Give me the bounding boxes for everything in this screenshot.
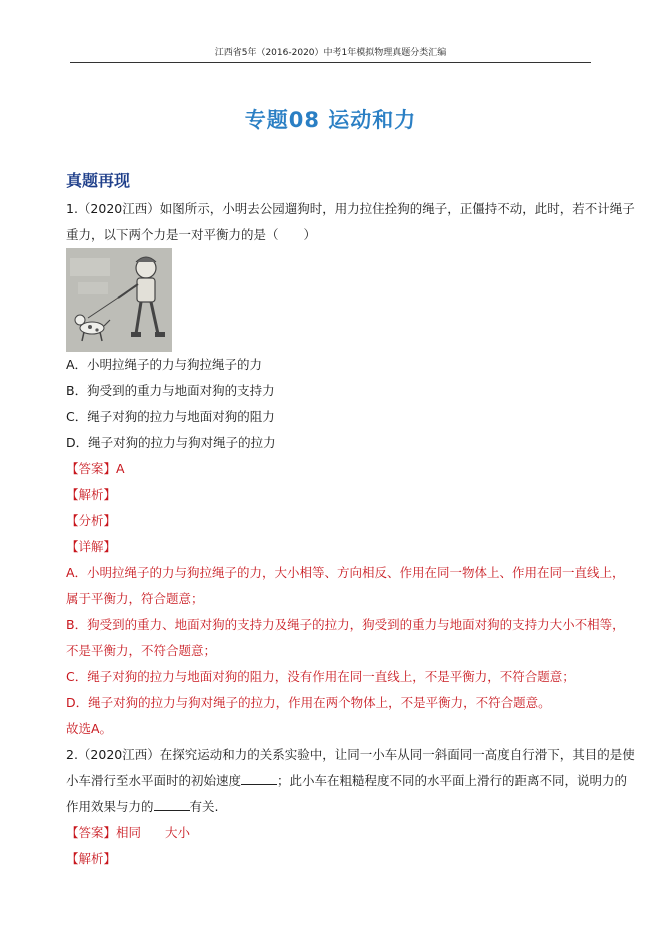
q2-analysis-label: 【解析】 [66, 851, 117, 866]
section-title: 真题再现 [66, 171, 131, 190]
q1-detail-line: 不是平衡力，不符合题意； [66, 643, 217, 658]
q1-option-c: C．绳子对狗的拉力与地面对狗的阻力 [66, 409, 275, 424]
page-header: 江西省5年（2016-2020）中考1年模拟物理真题分类汇编 [214, 48, 447, 58]
q2-line3-part-b: 有关. [189, 799, 219, 814]
q1-option-d: D．绳子对狗的拉力与狗对绳子的拉力 [66, 435, 276, 450]
q2-line2-part-b: ；此小车在粗糙程度不同的水平面上滑行的距离不同，说明力的 [277, 773, 628, 788]
q1-analyze-label: 【分析】 [66, 513, 117, 528]
page-title: 专题08 运动和力 [244, 108, 417, 132]
q2-line3-part-a: 作用效果与力的 [66, 799, 154, 814]
q2-stem-line2 [66, 772, 627, 790]
q1-answer [66, 460, 125, 478]
q1-conclusion: 故选A。 [66, 721, 113, 736]
q1-answer-label: 【答案】 [66, 461, 117, 476]
q2-answer [66, 824, 190, 842]
q2-stem-line3 [66, 798, 219, 816]
q1-option-b: B．狗受到的重力与地面对狗的支持力 [66, 383, 275, 398]
q1-stem-line1: 1.（2020江西）如图所示，小明去公园遛狗时，用力拉住拴狗的绳子，正僵持不动，此时，若不计绳子 [66, 201, 635, 216]
q1-stem-line2: 重力，以下两个力是一对平衡力的是（ ） [66, 227, 317, 242]
q2-blank-2 [154, 798, 190, 811]
q1-detail-label: 【详解】 [66, 539, 117, 554]
q2-line2-part-a: 小车滑行至水平面时的初始速度 [66, 773, 242, 788]
boy-walking-dog-illustration [66, 248, 172, 352]
q1-answer-value: A [116, 461, 125, 476]
q1-detail-line: A．小明拉绳子的力与狗拉绳子的力，大小相等、方向相反、作用在同一物体上、作用在同一直线上， [66, 565, 625, 580]
q1-detail-line: B．狗受到的重力、地面对狗的支持力及绳子的拉力，狗受到的重力与地面对狗的支持力大小不相等， [66, 617, 625, 632]
q2-stem-line1: 2.（2020江西）在探究运动和力的关系实验中，让同一小车从同一斜面同一高度自行滑下，其目的是使 [66, 747, 635, 762]
q2-answer-value-2: 大小 [165, 825, 191, 840]
q1-figure [66, 248, 172, 352]
q1-detail-line: C．绳子对狗的拉力与地面对狗的阻力，没有作用在同一直线上，不是平衡力，不符合题意； [66, 669, 575, 684]
q1-detail-line: D．绳子对狗的拉力与狗对绳子的拉力，作用在两个物体上，不是平衡力，不符合题意。 [66, 695, 551, 710]
q2-answer-value-1: 相同 [116, 825, 142, 840]
q1-option-a: A．小明拉绳子的力与狗拉绳子的力 [66, 357, 263, 372]
q1-analysis-label: 【解析】 [66, 487, 117, 502]
q2-blank-1 [241, 772, 277, 785]
q2-answer-label: 【答案】 [66, 825, 117, 840]
header-rule [70, 62, 591, 63]
q1-detail-line: 属于平衡力，符合题意； [66, 591, 204, 606]
